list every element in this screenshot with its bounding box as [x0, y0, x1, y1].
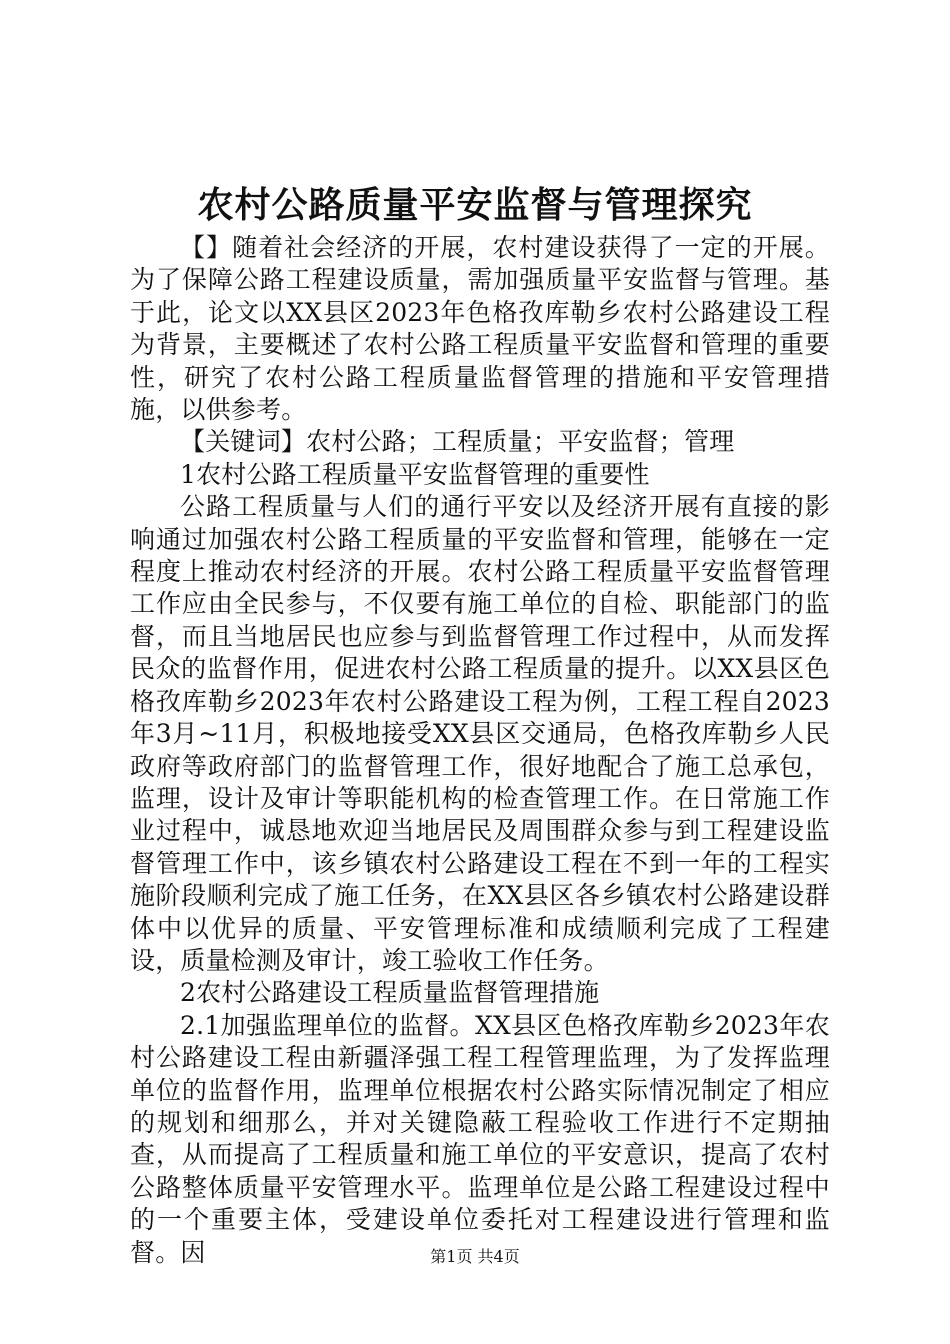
- page-footer: 第1页 共4页: [430, 1247, 520, 1266]
- keywords-paragraph: 【关键词】农村公路；工程质量；平安监督；管理: [180, 427, 735, 457]
- abstract-paragraph: 【】随着社会经济的开展，农村建设获得了一定的开展。为了保障公路工程建设质量，需加强质量平安监督与管理。基于此，论文以XX县区2023年色格孜库勒乡农村公路建设工程为背景，主要概述了农村公路工程质量平安监督和管理的重要性，研究了农村公路工程质量监督管理的措施和平安管理措施，以供参考。: [130, 233, 830, 425]
- body-paragraph: 公路工程质量与人们的通行平安以及经济开展有直接的影响通过加强农村公路工程质量的平安监督和管理，能够在一定程度上推动农村经济的开展。农村公路工程质量平安监督管理工作应由全民参与，不仅要有施工单位的自检、职能部门的监督，而且当地居民也应参与到监督管理工作过程中，从而发挥民众的监督作用，促进农村公路工程质量的提升。以XX县区色格孜库勒乡2023年农村公路建设工程为例，工程工程自2023年3月~11月，积极地接受XX县区交通局，色格孜库勒乡人民政府等政府部门的监督管理工作，很好地配合了施工总承包，监理，设计及审计等职能机构的检查管理工作。在日常施工作业过程中，诚恳地欢迎当地居民及周围群众参与到工程建设监督管理工作中，该乡镇农村公路建设工程在不到一年的工程实施阶段顺利完成了施工任务，在XX县区各乡镇农村公路建设群体中以优异的质量、平安管理标准和成绩顺利完成了工程建设，质量检测及审计，竣工验收工作任务。: [130, 492, 830, 975]
- document-title: 农村公路质量平安监督与管理探究: [197, 184, 753, 226]
- body-paragraph: 2.1加强监理单位的监督。XX县区色格孜库勒乡2023年农村公路建设工程由新疆泽强工程工程管理监理，为了发挥监理单位的监督作用，监理单位根据农村公路实际情况制定了相应的规划和细那么，并对关键隐蔽工程验收工作进行不定期抽查，从而提高了工程质量和施工单位的平安意识，提高了农村公路整体质量平安管理水平。监理单位是公路工程建设过程中的一个重要主体，受建设单位委托对工程建设进行管理和监督。因: [130, 1010, 830, 1267]
- section-heading-2: 2农村公路建设工程质量监督管理措施: [180, 978, 600, 1008]
- document-body: [130, 232, 830, 1269]
- section-heading-1: 1农村公路工程质量平安监督管理的重要性: [180, 459, 650, 489]
